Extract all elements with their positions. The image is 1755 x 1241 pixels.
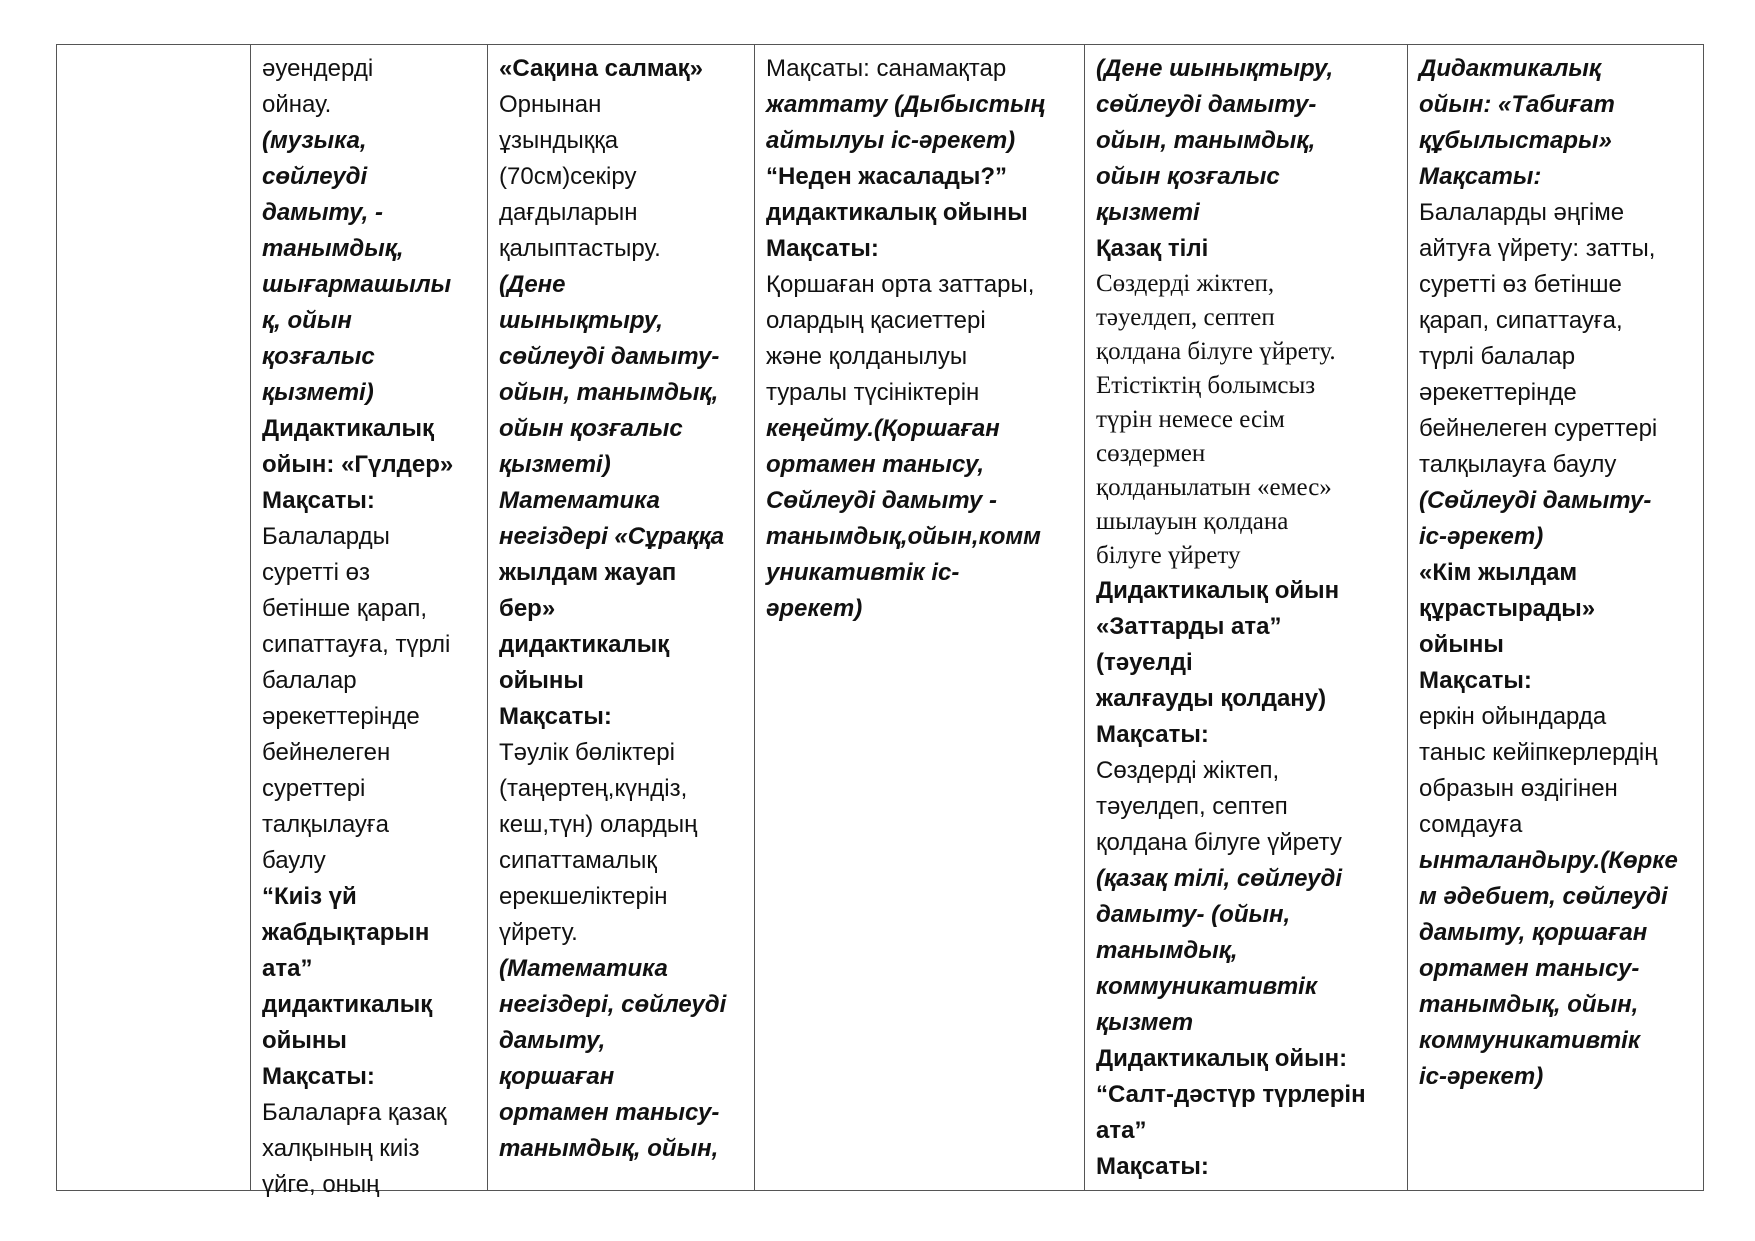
cell-text-line: қ, ойын [262,307,352,334]
cell-text-line: жылдам жауап [499,559,677,586]
cell-text-line: Қазақ тілі [1096,235,1209,262]
cell-text-line: дамыту, қоршаған [1419,919,1648,946]
cell-text-line: іс-әрекет) [1419,1063,1544,1090]
cell-text-line: бейнелеген суреттері [1419,415,1658,442]
cell-text-line: қозғалыс [262,343,375,370]
table-cell [499,51,748,1167]
cell-text-line: сомдауға [1419,811,1523,838]
cell-text-line: баулу [262,847,326,874]
cell-text-line: ойын, танымдық, [1096,127,1316,154]
cell-text-line: ойын: «Гүлдер» [262,451,454,478]
cell-text-line: дидактикалық ойыны [766,199,1028,226]
cell-text-line: ойыны [499,667,584,694]
cell-text-line: тәуелдеп, септеп [1096,793,1288,820]
cell-text-line: коммуникативтік [1419,1027,1640,1054]
cell-text-line: Мақсаты: [499,703,612,730]
cell-text-line: суреттері [262,775,366,802]
cell-text-line: әуендерді [262,55,374,82]
cell-text-line: ойын, танымдық, [499,379,719,406]
cell-text-line: еркін ойындарда [1419,703,1607,730]
cell-text-line: ортамен танысу, [766,451,985,478]
cell-text-line: Орнынан [499,91,602,118]
cell-text-line: уникативтік іс- [766,559,960,586]
cell-text-line: қарап, сипаттауға, [1419,307,1623,334]
cell-text-line: ойын қозғалыс [1096,163,1280,190]
cell-text-line: Балаларды әңгіме [1419,199,1625,226]
cell-text-line: (Дене шынықтыру, [1096,55,1334,82]
cell-text-line: халқының киіз [262,1135,420,1162]
cell-text-line: Мақсаты: [1419,163,1542,190]
cell-text-line: сөйлеуді дамыту- [1096,91,1317,118]
cell-text-line: «Сақина салмақ» [499,55,703,82]
cell-text-line: бетінше қарап, [262,595,428,622]
cell-text-line: дамыту- (ойын, [1096,901,1291,928]
cell-text-line: ойнау. [262,91,332,118]
cell-text-line: танымдық,ойын,комм [766,523,1041,550]
cell-text-line: және қолданылуы [766,343,968,370]
cell-text-line: Дидактикалық [1419,55,1602,82]
cell-text-line: Балаларға қазақ [262,1099,447,1126]
cell-text-line: қоршаған [499,1063,615,1090]
cell-text-line: дидактикалық [262,991,433,1018]
cell-text-line: қызметі) [262,379,374,406]
cell-text-line: іс-әрекет) [1419,523,1544,550]
cell-text-line: қалыптастыру. [499,235,661,262]
table-column-1 [57,45,250,1190]
cell-text-line: айтылуы іс-әрекет) [766,127,1016,154]
cell-text-line: құбылыстары» [1419,127,1612,154]
cell-text-line: танымдық, ойын, [1419,991,1639,1018]
cell-text-line: әрекеттерінде [1419,379,1577,406]
cell-text-line: дағдыларын [499,199,638,226]
table-column-2 [250,45,487,1198]
table-cell [262,51,481,1203]
cell-text-line: шығармашылы [262,271,452,298]
cell-text-line: ата” [1096,1117,1147,1144]
cell-text-line: (тәуелді [1096,649,1193,676]
cell-text-line: Дидактикалық [262,415,435,442]
cell-text-line: таныс кейіпкерлердің [1419,739,1658,766]
cell-text-line: Сөйлеуді дамыту - [766,487,997,514]
table-column-3 [487,45,754,1190]
cell-text-line: балалар [262,667,357,694]
cell-text-line: Мақсаты: [1096,1153,1209,1180]
cell-text-line: Мақсаты: [1419,667,1532,694]
cell-text-line: Сөздерді жіктеп, [1096,757,1280,784]
cell-text-line: бер» [499,595,556,622]
cell-text-line: сөйлеуді [262,163,368,190]
cell-text-line: «Кім жылдам [1419,559,1578,586]
cell-text-line: тәуелдеп, септеп [1096,304,1275,331]
cell-text-line: түрлі балалар [1419,343,1576,370]
table-column-4 [754,45,1084,1190]
cell-text-line: образын өздігінен [1419,775,1618,802]
cell-text-line: Дидактикалық ойын: [1096,1045,1348,1072]
cell-text-line: Балаларды [262,523,390,550]
cell-text-line: үйрету. [499,919,578,946]
cell-text-line: олардың қасиеттері [766,307,986,334]
cell-text-line: (Математика [499,955,668,982]
table-cell [766,51,1078,627]
cell-text-line: айтуға үйрету: затты, [1419,235,1656,262]
table-column-5 [1084,45,1407,1190]
cell-text-line: коммуникативтік [1096,973,1317,1000]
cell-text-line: м әдебиет, сөйлеуді [1419,883,1668,910]
cell-text-line: Қоршаған орта заттары, [766,271,1035,298]
cell-text-line: (таңертең,күндіз, [499,775,688,802]
cell-text-line: жалғауды қолдану) [1096,685,1327,712]
cell-text-line: қолданылатын «емес» [1096,474,1332,501]
cell-text-line: (Дене [499,271,566,298]
cell-text-line: кеш,түн) олардың [499,811,698,838]
cell-text-line: сипаттамалық [499,847,657,874]
cell-text-line: ойыны [1419,631,1504,658]
cell-text-line: білуге үйрету [1096,542,1241,569]
cell-text-line: Етістіктің болымсыз [1096,372,1316,399]
cell-text-line: Тәулік бөліктері [499,739,675,766]
plan-table [56,44,1704,1198]
cell-text-line: құрастырады» [1419,595,1596,622]
cell-text-line: ойын қозғалыс [499,415,683,442]
cell-text-line: (70см)секіру [499,163,637,190]
cell-text-line: дидактикалық [499,631,670,658]
cell-text-line: ынталандыру.(Көрке [1419,847,1678,874]
cell-text-line: шынықтыру, [499,307,663,334]
cell-text-line: жабдықтарын [262,919,430,946]
cell-text-line: “Салт-дәстүр түрлерін [1096,1081,1366,1108]
cell-text-line: Мақсаты: [262,1063,375,1090]
cell-text-line: Мақсаты: санамақтар [766,55,1007,82]
cell-text-line: қызметі) [499,451,611,478]
cell-text-line: жаттату (Дыбыстың [766,91,1045,118]
cell-text-line: негіздері, сөйлеуді [499,991,727,1018]
cell-text-line: (қазақ тілі, сөйлеуді [1096,865,1343,892]
cell-text-line: Дидактикалық ойын [1096,577,1340,604]
cell-text-line: ұзындыққа [499,127,619,154]
cell-text-line: сөздермен [1096,440,1206,467]
cell-text-line: “Киіз үй [262,883,357,910]
table-cell [1096,51,1401,1185]
cell-text-line: қызмет [1096,1009,1194,1036]
cell-text-line: ортамен танысу- [1419,955,1640,982]
cell-text-line: ойын: «Табиғат [1419,91,1615,118]
cell-text-line: әрекеттерінде [262,703,420,730]
cell-text-line: (Сөйлеуді дамыту- [1419,487,1652,514]
cell-text-line: ортамен танысу- [499,1099,720,1126]
cell-text-line: Мақсаты: [262,487,375,514]
cell-text-line: ата” [262,955,313,982]
cell-text-line: бейнелеген [262,739,391,766]
table-cell [1419,51,1699,1095]
cell-text-line: дамыту, [499,1027,606,1054]
cell-text-line: қызметі [1096,199,1200,226]
cell-text-line: “Неден жасалады?” [766,163,1008,190]
cell-text-line: танымдық, [262,235,404,262]
cell-text-line: үйге, оның [262,1171,380,1198]
cell-text-line: қолдана білуге үйрету. [1096,338,1336,365]
cell-text-line: «Заттарды ата” [1096,613,1282,640]
cell-text-line: танымдық, [1096,937,1238,964]
cell-text-line: талқылауға [262,811,390,838]
cell-text-line: негіздері «Сұраққа [499,523,725,550]
cell-text-line: (музыка, [262,127,367,154]
cell-text-line: танымдық, ойын, [499,1135,719,1162]
cell-text-line: туралы түсініктерін [766,379,980,406]
cell-text-line: қолдана білуге үйрету [1096,829,1342,856]
cell-text-line: Мақсаты: [1096,721,1209,748]
table-column-6 [1407,45,1705,1190]
cell-text-line: суретті өз [262,559,370,586]
cell-text-line: ерекшеліктерін [499,883,668,910]
cell-text-line: кеңейту.(Қоршаған [766,415,1000,442]
cell-text-line: Мақсаты: [766,235,879,262]
cell-text-line: ойыны [262,1027,347,1054]
cell-text-line: сипаттауға, түрлі [262,631,451,658]
cell-text-line: түрін немесе есім [1096,406,1285,433]
cell-text-line: шылауын қолдана [1096,508,1289,535]
cell-text-line: дамыту, - [262,199,383,226]
cell-text-line: әрекет) [766,595,863,622]
cell-text-line: Математика [499,487,660,514]
cell-text-line: суретті өз бетінше [1419,271,1622,298]
cell-text-line: сөйлеуді дамыту- [499,343,720,370]
cell-text-line: талқылауға баулу [1419,451,1617,478]
cell-text-line: Сөздерді жіктеп, [1096,270,1275,297]
